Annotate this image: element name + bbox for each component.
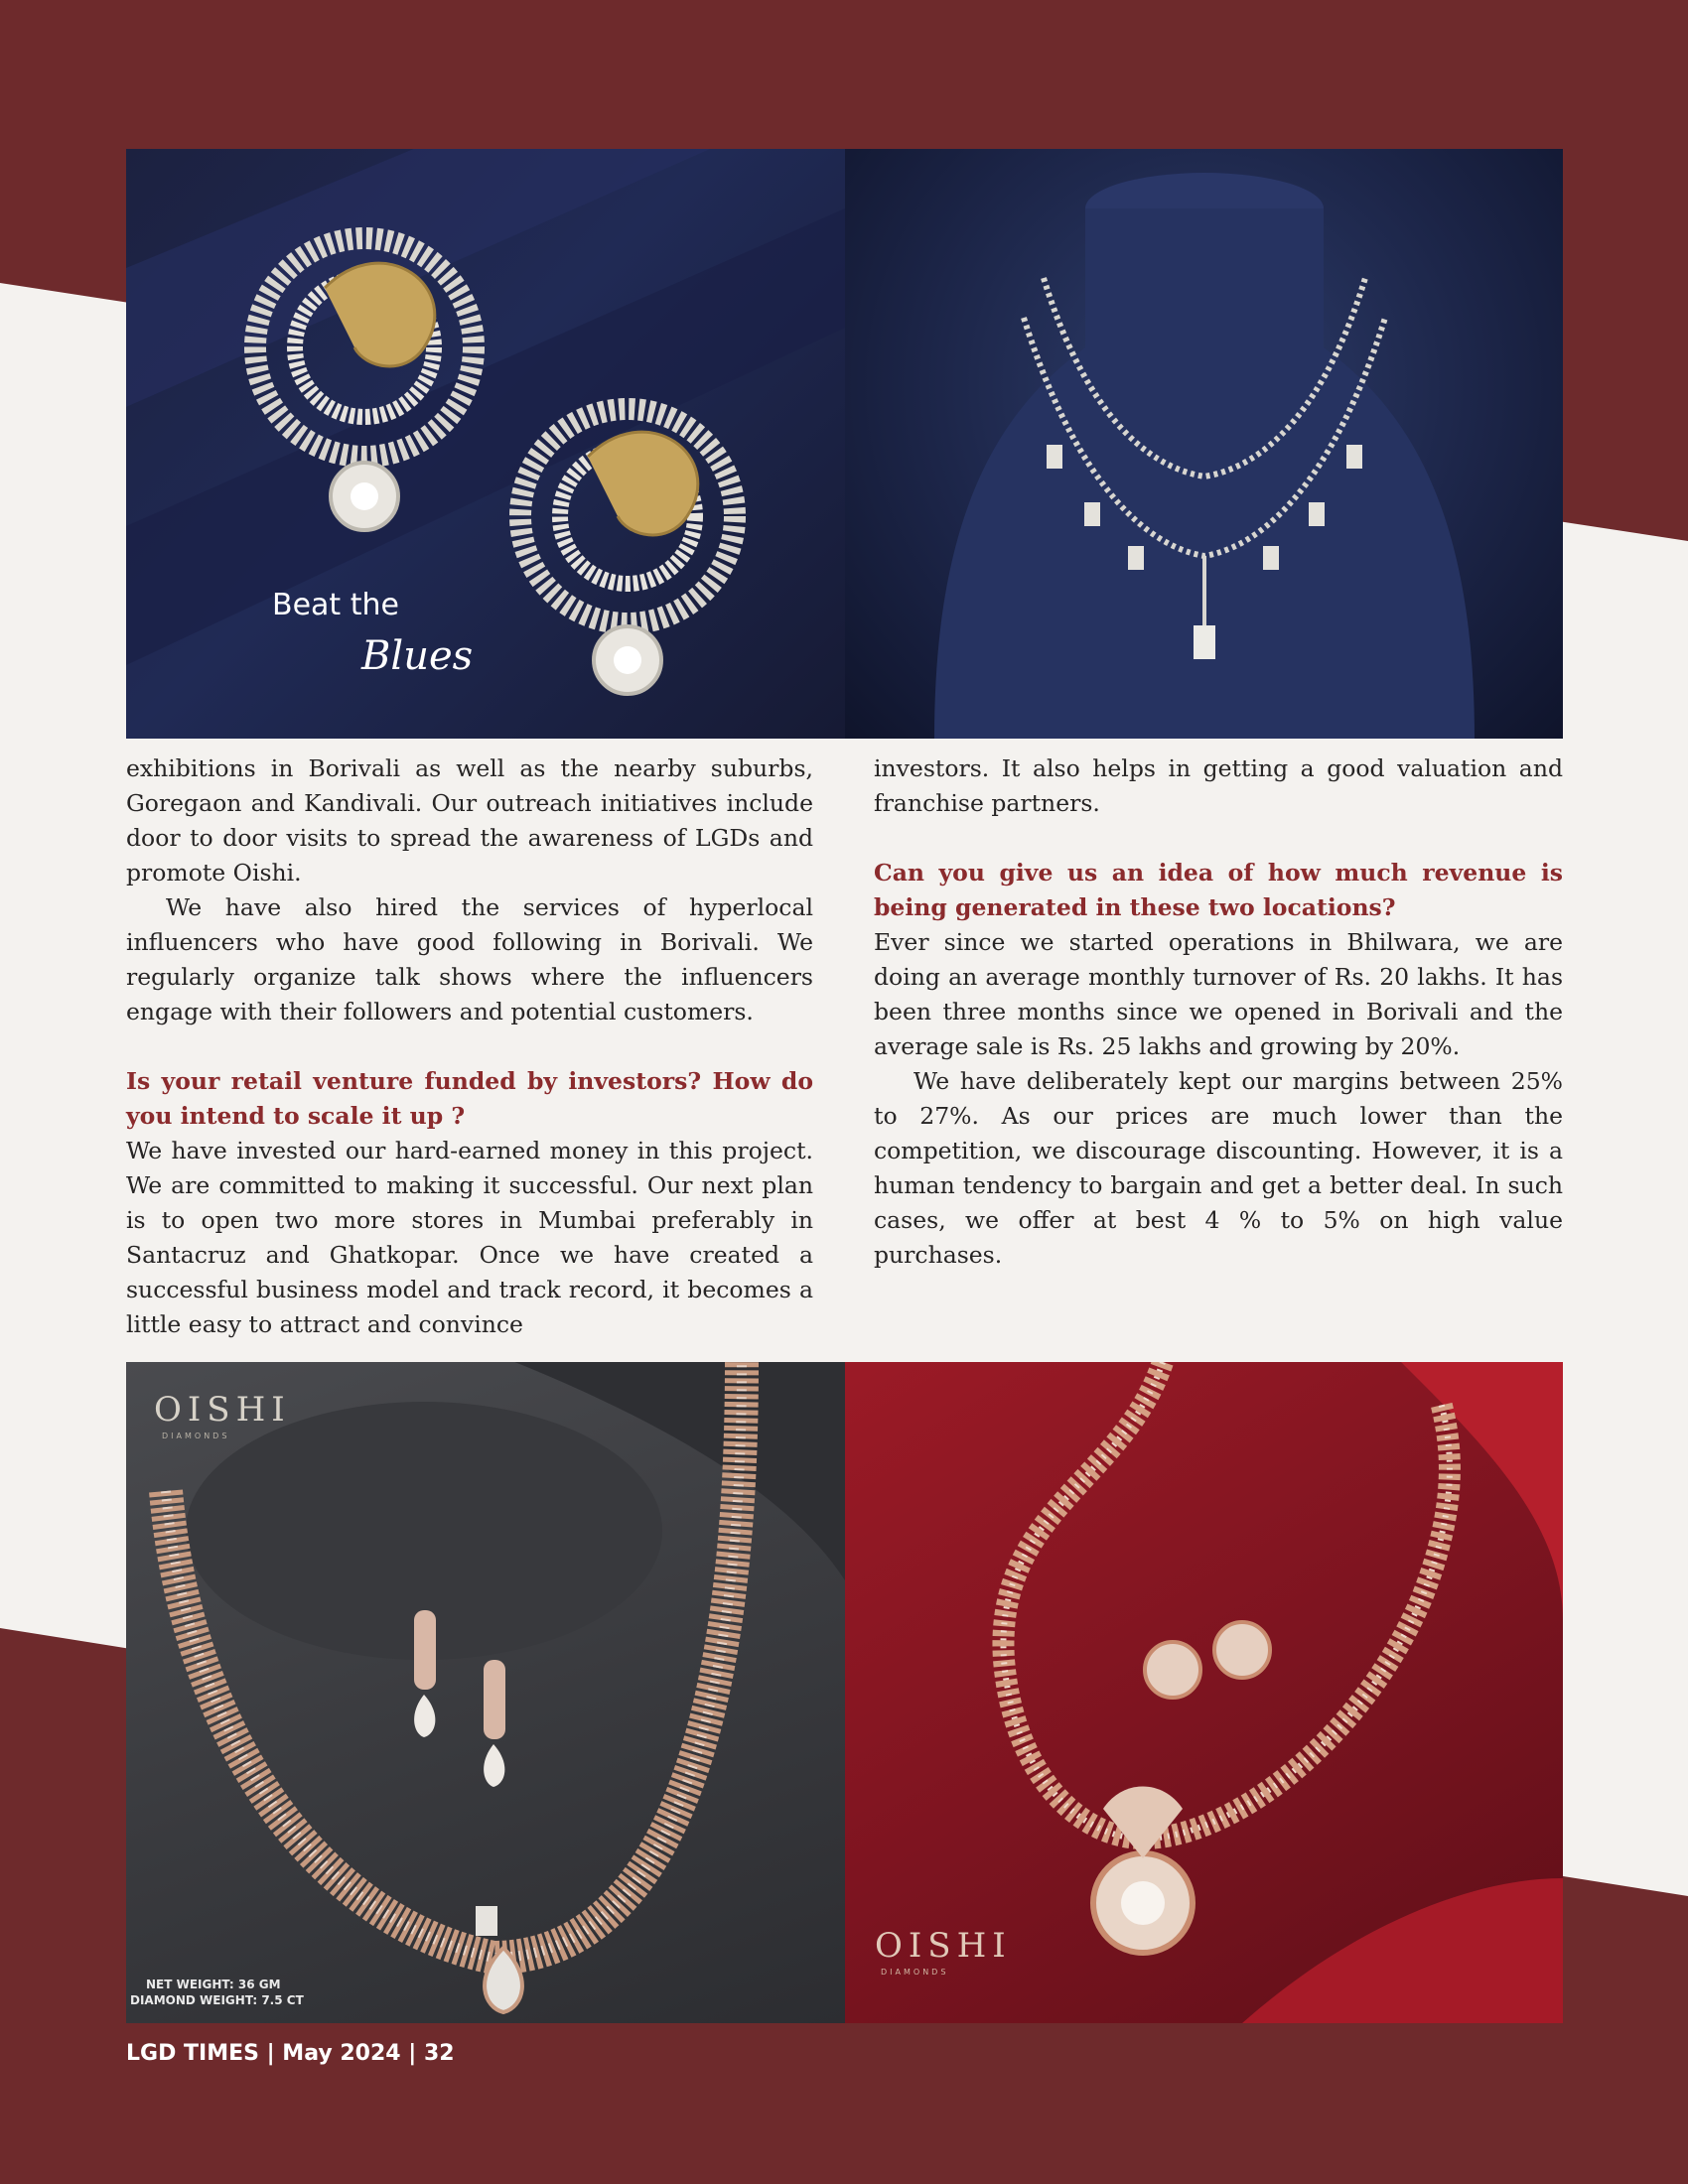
earrings-photo [126, 149, 845, 739]
red-necklace-illustration [845, 1362, 1563, 2023]
page-footer: LGD TIMES | May 2024 | 32 [126, 2041, 455, 2066]
tagline-line-2: Blues [361, 633, 474, 679]
paragraph: investors. It also helps in getting a good valuation and franchise partners. [874, 754, 1563, 817]
article-right-column [874, 751, 1563, 1273]
paragraph: We have deliberately kept our margins between 25% to 27%. As our prices are much lower than the competition, we discourage discounting. However, it is a human tendency to bargain and get a better deal. In such cases, we offer at best 4 % to 5% on high value purchases. [874, 1067, 1563, 1269]
tagline-line-1: Beat the [272, 588, 399, 622]
rose-gold-necklace-illustration [126, 1362, 845, 2023]
oishi-logo: OISHI [154, 1390, 291, 1430]
earrings-illustration [126, 149, 845, 739]
necklace-bust-photo [845, 149, 1563, 739]
question-heading: Is your retail venture funded by investors? How do you intend to scale it up ? [126, 1067, 813, 1130]
rose-gold-necklace-photo [126, 1362, 845, 2023]
article-left-column [126, 751, 813, 1342]
oishi-logo-subtitle: DIAMONDS [162, 1432, 230, 1440]
paragraph: We have invested our hard-earned money in this project. We are committed to making it successful. Our next plan is to open two more stores in Mumbai preferably in Santacruz and Ghatkopar. Once we have created a successful business model and track record, it becomes a little easy to attract and convince [126, 1137, 813, 1338]
red-backdrop-necklace-photo [845, 1362, 1563, 2023]
net-weight-label: NET WEIGHT: 36 GM [146, 1978, 281, 1991]
paragraph: We have also hired the services of hyperlocal influencers who have good following in Borivali. We regularly organize talk shows where the influencers engage with their followers and potential customers. [126, 893, 813, 1025]
oishi-logo-subtitle: DIAMONDS [881, 1968, 949, 1977]
necklace-bust-illustration [845, 149, 1563, 739]
paragraph: exhibitions in Borivali as well as the nearby suburbs, Goregaon and Kandivali. Our outreach initiatives include door to door visits to spread the awareness of LGDs and promote Oishi. [126, 754, 813, 887]
oishi-logo: OISHI [875, 1926, 1012, 1966]
paragraph: Ever since we started operations in Bhilwara, we are doing an average monthly turnover of Rs. 20 lakhs. It has been three months since we opened in Borivali and the average sale is Rs. 25 lakhs and growing by 20%. [874, 928, 1563, 1060]
question-heading: Can you give us an idea of how much revenue is being generated in these two locations? [874, 859, 1563, 921]
diamond-weight-label: DIAMOND WEIGHT: 7.5 CT [130, 1993, 304, 2007]
